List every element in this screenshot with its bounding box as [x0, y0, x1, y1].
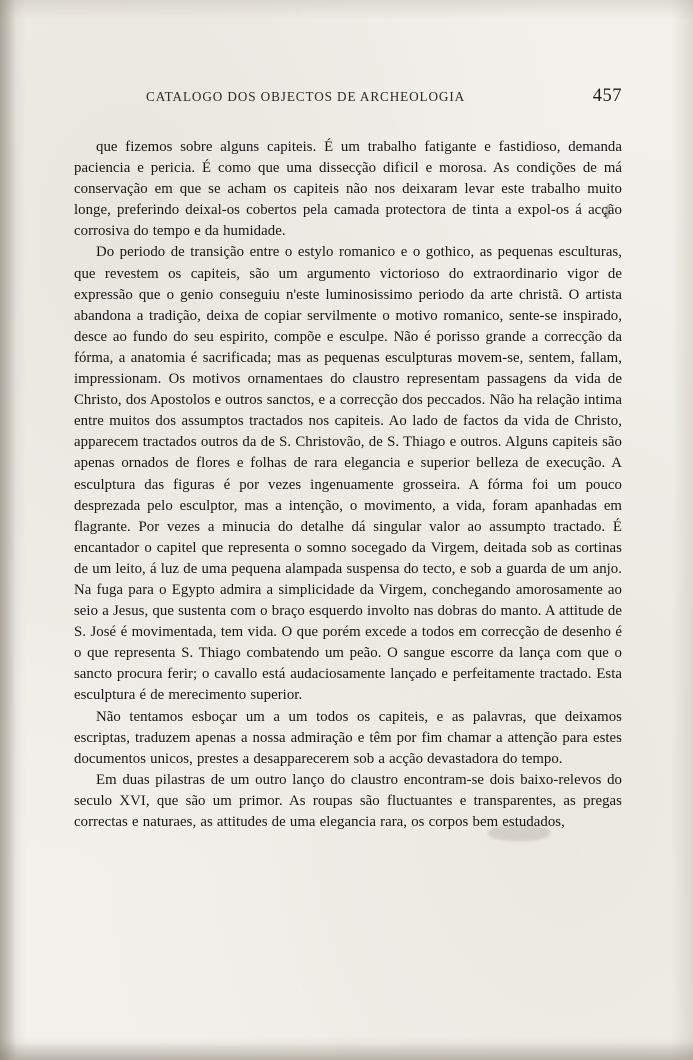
page-header — [74, 86, 622, 107]
page-content — [74, 86, 622, 833]
paragraph: Não tentamos esboçar um a um todos os capiteis, e as palavras, que deixamos escriptas, traduzem apenas a nossa admiração e têm por fim chamar a attenção para estes documentos unicos, prestes a desapparecerem sob a acção devastadora do tempo. — [74, 708, 622, 767]
paragraph: Do periodo de transição entre o estylo romanico e o gothico, as pequenas esculturas, que revestem os capiteis, são um argumento victorioso do extraordinario vigor de expressão que o genio conseguiu n'este luminosissimo periodo da arte christã. O artista abandona a tradição, deixa de copiar servilmente o motivo romanico, sente-se inspirado, desce ao fundo do seu espirito, compõe e esculpe. Não é porisso grande a correcção da fórma, a anatomia é sacrificada; mas as pequenas esculpturas movem-se, sentem, fallam, impressionam. Os motivos ornamentaes do claustro representam passagens da vida de Christo, dos Apostolos e outros sanctos, e a correcção dos peccados. Não ha relação intima entre muitos dos assumptos tractados nos capiteis. Ao lado de factos da vida de Christo, apparecem tractados outros da de S. Christovão, de S. Thiago e outros. Alguns capiteis são apenas ornados de flores e folhas de rara elegancia e superior belleza de execução. A esculptura das figuras é por vezes ingenuamente grosseira. A fórma foi um pouco desprezada pelo esculptor, mas a intenção, o movimento, a vida, foram apanhadas em flagrante. Por vezes a minucia do detalhe dá singular valor ao assumpto tractado. É encantador o capitel que representa o somno socegado da Virgem, deitada sob as cortinas de um leito, á luz de uma pequena alampada suspensa do tecto, e sob a guarda de um anjo. Na fuga para o Egypto admira a simplicidade da Virgem, conchegando amorosamente ao seio a Jesus, que sustenta com o braço esquerdo involto nas dobras do manto. A attitude de S. José é movimentada, tem vida. O que porém excede a todos em correcção de desenho é o que representa S. Thiago combatendo um peão. O sangue escorre da lança com que o sancto procura ferir; o cavallo está audaciosamente lançado e perfeitamente tractado. Esta esculptura é de merecimento superior. — [74, 244, 622, 704]
page-left-edge-shadow — [0, 0, 16, 1060]
body-text — [74, 137, 622, 833]
page-bottom-edge-shadow — [0, 1042, 693, 1060]
paragraph: Em duas pilastras de um outro lanço do claustro encontram-se dois baixo-relevos do seculo XVI, que são um primor. As roupas são fluctuantes e transparentes, as pregas correctas e naturaes, as attitudes de uma elegancia rara, os corpos bem estudados, — [74, 771, 622, 830]
paragraph: que fizemos sobre alguns capiteis. É um trabalho fatigante e fastidioso, demanda paciencia e pericia. É como que uma dissecção dificil e morosa. As condições de má conservação em que se acham os capiteis não nos deixaram levar este trabalho muito longe, preferindo deixal-os cobertos pela camada protectora de tinta a expol-os á acção corrosiva do tempo e da humidade. — [74, 139, 622, 240]
running-head: CATALOGO DOS OBJECTOS DE ARCHEOLOGIA — [146, 89, 466, 104]
page-number: 457 — [592, 86, 622, 106]
